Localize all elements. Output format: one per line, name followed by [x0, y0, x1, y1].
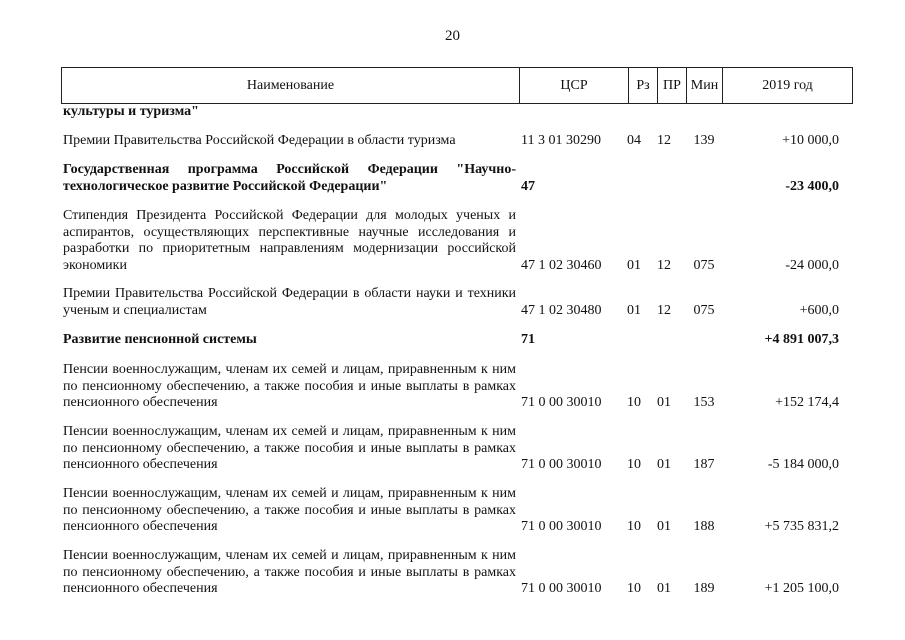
row-sum: +152 174,4	[775, 395, 839, 410]
header-csr: ЦСР	[519, 68, 628, 103]
row-min: 187	[693, 457, 715, 472]
row-name: Пенсии военнослужащим, членам их семей и лицам, приравненным к ним по пенсионному обеспечению, а также пособия и иные выплаты в рамках пенсионного обеспечения	[63, 548, 516, 596]
row-rz: 01	[627, 257, 641, 273]
row-rz: 01	[627, 302, 641, 318]
row-sum: +600,0	[799, 302, 839, 318]
row-min: 075	[693, 302, 715, 318]
row-pr: 01	[657, 581, 671, 596]
header-year: 2019 год	[722, 68, 852, 103]
row-csr: 71 0 00 30010	[521, 395, 602, 410]
row-pr: 01	[657, 519, 671, 534]
row-name: Пенсии военнослужащим, членам их семей и лицам, приравненным к ним по пенсионному обеспечению, а также пособия и иные выплаты в рамках пенсионного обеспечения	[63, 486, 516, 534]
row-csr: 11 3 01 30290	[521, 133, 601, 148]
row-sum: +5 735 831,2	[764, 519, 839, 534]
row-name: Пенсии военнослужащим, членам их семей и лицам, приравненным к ним по пенсионному обеспечению, а также пособия и иные выплаты в рамках пенсионного обеспечения	[63, 362, 516, 410]
row-name: Стипендия Президента Российской Федерации для молодых ученых и аспирантов, осуществляющих перспективные научные исследования и разработки по приоритетным направлениям модернизации российской экономики	[63, 208, 516, 273]
row-csr: 47 1 02 30480	[521, 302, 602, 318]
header-pr: ПР	[657, 68, 686, 103]
row-pr: 01	[657, 457, 671, 472]
row-csr: 71	[521, 332, 535, 347]
row-rz: 10	[627, 395, 641, 410]
row-name: Премии Правительства Российской Федерации в области науки и техники ученым и специалистам	[63, 286, 516, 318]
row-rz: 10	[627, 581, 641, 596]
row-sum: -23 400,0	[785, 178, 839, 194]
header-name: Наименование	[246, 78, 335, 93]
row-pr: 12	[657, 302, 671, 318]
row-pr: 12	[657, 257, 671, 273]
row-pr: 01	[657, 395, 671, 410]
row-min: 188	[693, 519, 715, 534]
header-min: Мин	[686, 68, 722, 103]
row-name: Государственная программа Российской Федерации "Научно-технологическое развитие Российской Федерации"	[63, 162, 516, 194]
row-min: 075	[693, 257, 715, 273]
row-min: 153	[693, 395, 715, 410]
row-name: Пенсии военнослужащим, членам их семей и лицам, приравненным к ним по пенсионному обеспечению, а также пособия и иные выплаты в рамках пенсионного обеспечения	[63, 424, 516, 472]
row-min: 139	[693, 133, 715, 148]
row-csr: 47 1 02 30460	[521, 257, 602, 273]
row-sum: +4 891 007,3	[764, 332, 839, 347]
row-csr: 71 0 00 30010	[521, 581, 602, 596]
row-sum: -24 000,0	[785, 257, 839, 273]
row-sum: +10 000,0	[782, 133, 839, 148]
header-rz: Рз	[628, 68, 657, 103]
row-name: Развитие пенсионной системы	[63, 332, 257, 347]
page-number: 20	[445, 28, 460, 44]
row-pr: 12	[657, 133, 671, 148]
row-csr: 47	[521, 178, 535, 194]
row-csr: 71 0 00 30010	[521, 519, 602, 534]
row-min: 189	[693, 581, 715, 596]
row-csr: 71 0 00 30010	[521, 457, 602, 472]
row-rz: 10	[627, 519, 641, 534]
row-rz: 10	[627, 457, 641, 472]
table-header	[61, 67, 853, 104]
row-name: Премии Правительства Российской Федерации в области туризма	[63, 133, 456, 148]
row-sum: +1 205 100,0	[764, 581, 839, 596]
row-sum: -5 184 000,0	[767, 457, 839, 472]
row-name: культуры и туризма"	[63, 104, 199, 119]
row-rz: 04	[627, 133, 641, 148]
